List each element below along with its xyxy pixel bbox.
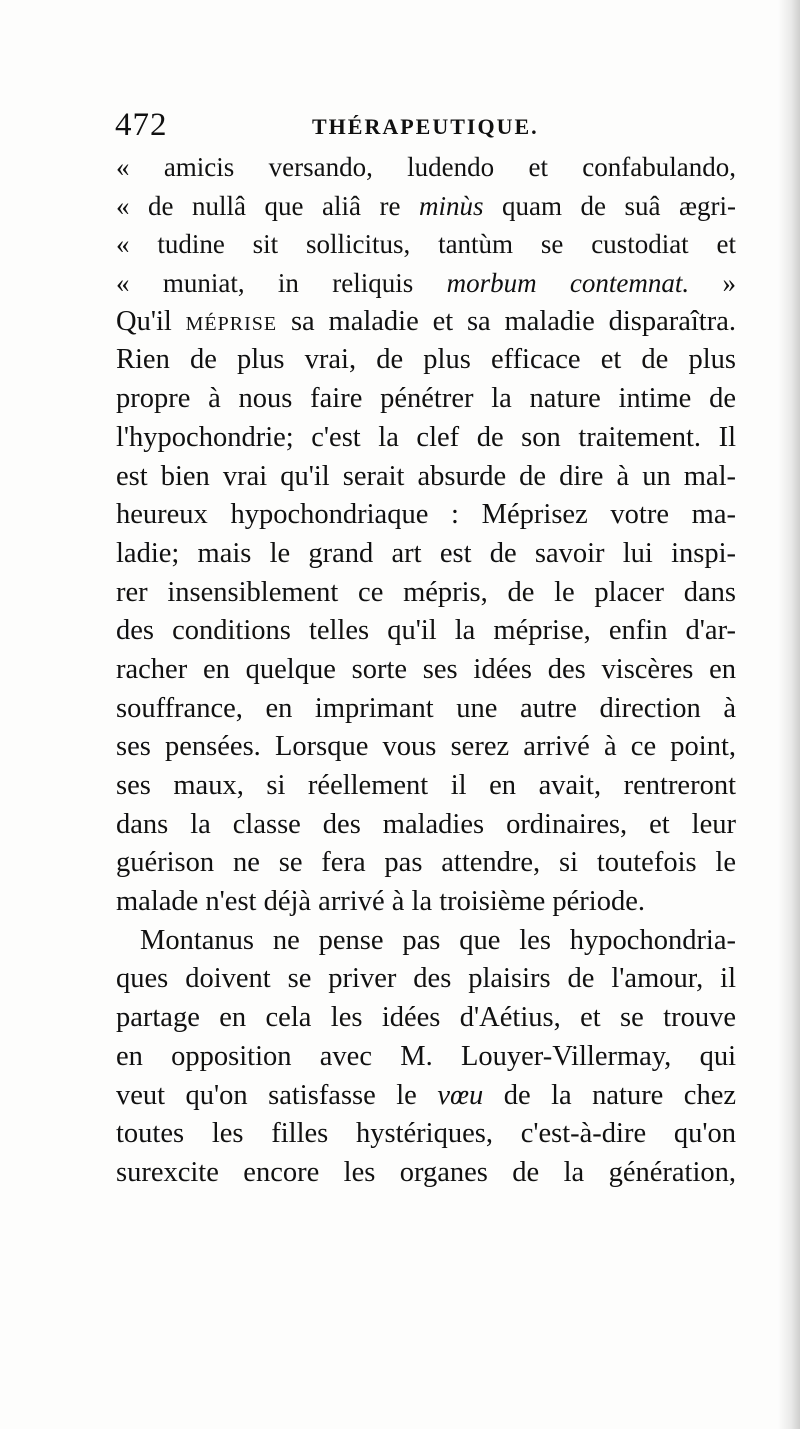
text-line bbox=[116, 806, 736, 845]
text-line bbox=[116, 419, 736, 458]
text-segment: souffrance, en imprimant une autre direction à bbox=[116, 692, 736, 724]
text-segment: guérison ne se fera pas attendre, si toutefois le bbox=[116, 847, 736, 879]
text-segment: est bien vrai qu'il serait absurde de dire à un mal- bbox=[116, 460, 736, 492]
text-line bbox=[116, 1077, 736, 1116]
text-line bbox=[116, 574, 736, 613]
text-segment: sa maladie et sa maladie disparaîtra. bbox=[277, 305, 736, 337]
text-segment: Rien de plus vrai, de plus efficace et de plus bbox=[116, 344, 736, 376]
text-line bbox=[116, 187, 736, 226]
text-line bbox=[116, 767, 736, 806]
text-line bbox=[116, 844, 736, 883]
text-segment: malade n'est déjà arrivé à la troisième période. bbox=[116, 886, 645, 918]
text-line bbox=[116, 341, 736, 380]
text-line bbox=[116, 1038, 736, 1077]
text-segment: veut qu'on satisfasse le bbox=[116, 1079, 438, 1111]
text-segment: partage en cela les idées d'Aétius, et se trouve bbox=[116, 1002, 736, 1034]
text-segment: « tudine sit sollicitus, tantùm se custodiat et bbox=[116, 229, 736, 260]
text-line bbox=[116, 999, 736, 1038]
body-text bbox=[116, 148, 736, 1193]
text-segment: surexcite encore les organes de la génération, bbox=[116, 1156, 736, 1188]
italic-text: morbum contemnat. bbox=[446, 268, 690, 299]
text-line bbox=[116, 148, 736, 187]
text-line bbox=[116, 1115, 736, 1154]
smallcaps-text: MÉPRISE bbox=[185, 312, 278, 335]
text-segment: » bbox=[689, 268, 736, 299]
text-line bbox=[116, 380, 736, 419]
text-segment: « de nullâ que aliâ re bbox=[116, 190, 419, 221]
text-line bbox=[116, 612, 736, 651]
text-segment: « amicis versando, ludendo et confabulando, bbox=[116, 152, 736, 182]
text-line bbox=[116, 690, 736, 729]
italic-text: vœu bbox=[437, 1079, 484, 1111]
italic-text: minùs bbox=[418, 190, 484, 221]
running-title: THÉRAPEUTIQUE. bbox=[312, 114, 539, 139]
text-segment: ques doivent se priver des plaisirs de l'amour, il bbox=[116, 963, 736, 995]
text-segment: racher en quelque sorte ses idées des viscères en bbox=[116, 653, 736, 685]
text-line bbox=[116, 651, 736, 690]
text-segment: en opposition avec M. Louyer-Villermay, qui bbox=[116, 1040, 736, 1072]
text-line bbox=[116, 303, 736, 342]
text-line bbox=[116, 535, 736, 574]
text-segment: « muniat, in reliquis bbox=[116, 268, 447, 299]
text-segment: Qu'il bbox=[116, 305, 186, 337]
text-line bbox=[116, 922, 736, 961]
text-line bbox=[116, 1154, 736, 1193]
page-edge-shadow bbox=[778, 0, 800, 1429]
text-line bbox=[116, 728, 736, 767]
text-segment: ses maux, si réellement il en avait, rentreront bbox=[116, 770, 736, 801]
text-segment: des conditions telles qu'il la méprise, enfin d'ar- bbox=[116, 615, 736, 647]
text-segment: toutes les filles hystériques, c'est-à-dire qu'on bbox=[116, 1118, 736, 1150]
text-segment: de la nature chez bbox=[483, 1079, 736, 1111]
text-segment: quam de suâ ægri- bbox=[483, 190, 737, 221]
text-segment: l'hypochondrie; c'est la clef de son traitement. Il bbox=[116, 421, 736, 453]
text-line bbox=[116, 496, 736, 535]
page-header bbox=[115, 100, 735, 150]
page-number: 472 bbox=[115, 107, 168, 143]
text-line bbox=[116, 225, 736, 264]
text-line bbox=[116, 960, 736, 999]
text-line bbox=[116, 458, 736, 497]
text-segment: heureux hypochondriaque : Méprisez votre ma- bbox=[116, 499, 736, 531]
text-line bbox=[116, 883, 736, 922]
text-segment: rer insensiblement ce mépris, de le placer dans bbox=[116, 576, 736, 608]
text-segment: propre à nous faire pénétrer la nature intime de bbox=[116, 383, 736, 415]
text-segment: Montanus ne pense pas que les hypochondria- bbox=[140, 924, 736, 956]
text-segment: dans la classe des maladies ordinaires, et leur bbox=[116, 808, 736, 840]
text-segment: ladie; mais le grand art est de savoir lui inspi- bbox=[116, 537, 736, 569]
text-line bbox=[116, 264, 736, 303]
text-segment: ses pensées. Lorsque vous serez arrivé à ce point, bbox=[116, 731, 736, 763]
